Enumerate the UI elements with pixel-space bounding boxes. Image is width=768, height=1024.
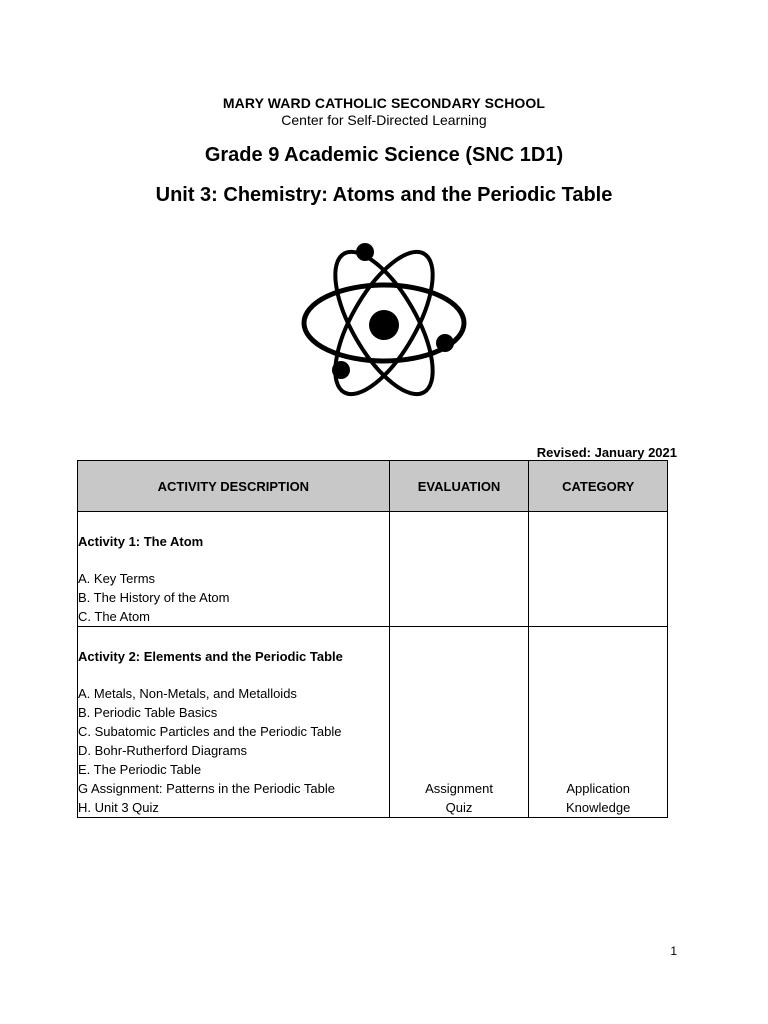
activity-1-title: Activity 1: The Atom (78, 534, 204, 549)
activity-1-category (529, 512, 668, 627)
list-item: D. Bohr-Rutherford Diagrams (78, 743, 248, 758)
course-title: Grade 9 Academic Science (SNC 1D1) (204, 144, 564, 166)
list-item: C. Subatomic Particles and the Periodic Table (78, 724, 342, 739)
list-item: B. Periodic Table Basics (78, 705, 218, 720)
list-item: A. Key Terms (78, 571, 156, 586)
revised-date: Revised: January 2021 (536, 445, 677, 460)
evaluation-quiz: Quiz (445, 800, 473, 815)
list-item: E. The Periodic Table (78, 762, 202, 777)
unit-title: Unit 3: Chemistry: Atoms and the Periodic Table (155, 184, 613, 206)
atom-icon (298, 238, 470, 408)
electron-top (356, 243, 374, 261)
electron-left (332, 361, 350, 379)
page-number: 1 (670, 944, 677, 958)
evaluation-assignment: Assignment (425, 781, 493, 796)
activity-2-evaluation (389, 627, 529, 818)
school-name: MARY WARD CATHOLIC SECONDARY SCHOOL (222, 95, 546, 111)
activity-1-description (78, 512, 390, 627)
electron-right (436, 334, 454, 352)
category-application: Application (566, 781, 630, 796)
table-header-row (78, 461, 668, 512)
activity-1-evaluation (389, 512, 529, 627)
table-row (78, 627, 668, 818)
list-item: G Assignment: Patterns in the Periodic Table (78, 781, 336, 796)
center-name: Center for Self-Directed Learning (281, 112, 487, 128)
activity-2-category (529, 627, 668, 818)
table-row (78, 512, 668, 627)
list-item: B. The History of the Atom (78, 590, 230, 605)
activity-table (77, 460, 668, 818)
list-item: C. The Atom (78, 609, 151, 624)
header-activity-description: ACTIVITY DESCRIPTION (78, 461, 390, 512)
list-item: A. Metals, Non-Metals, and Metalloids (78, 686, 297, 701)
category-knowledge: Knowledge (566, 800, 631, 815)
activity-2-description (78, 627, 390, 818)
list-item: H. Unit 3 Quiz (78, 800, 159, 815)
header-category: CATEGORY (529, 461, 668, 512)
header-evaluation: EVALUATION (389, 461, 529, 512)
activity-2-title: Activity 2: Elements and the Periodic Table (78, 649, 343, 664)
nucleus (369, 310, 399, 340)
